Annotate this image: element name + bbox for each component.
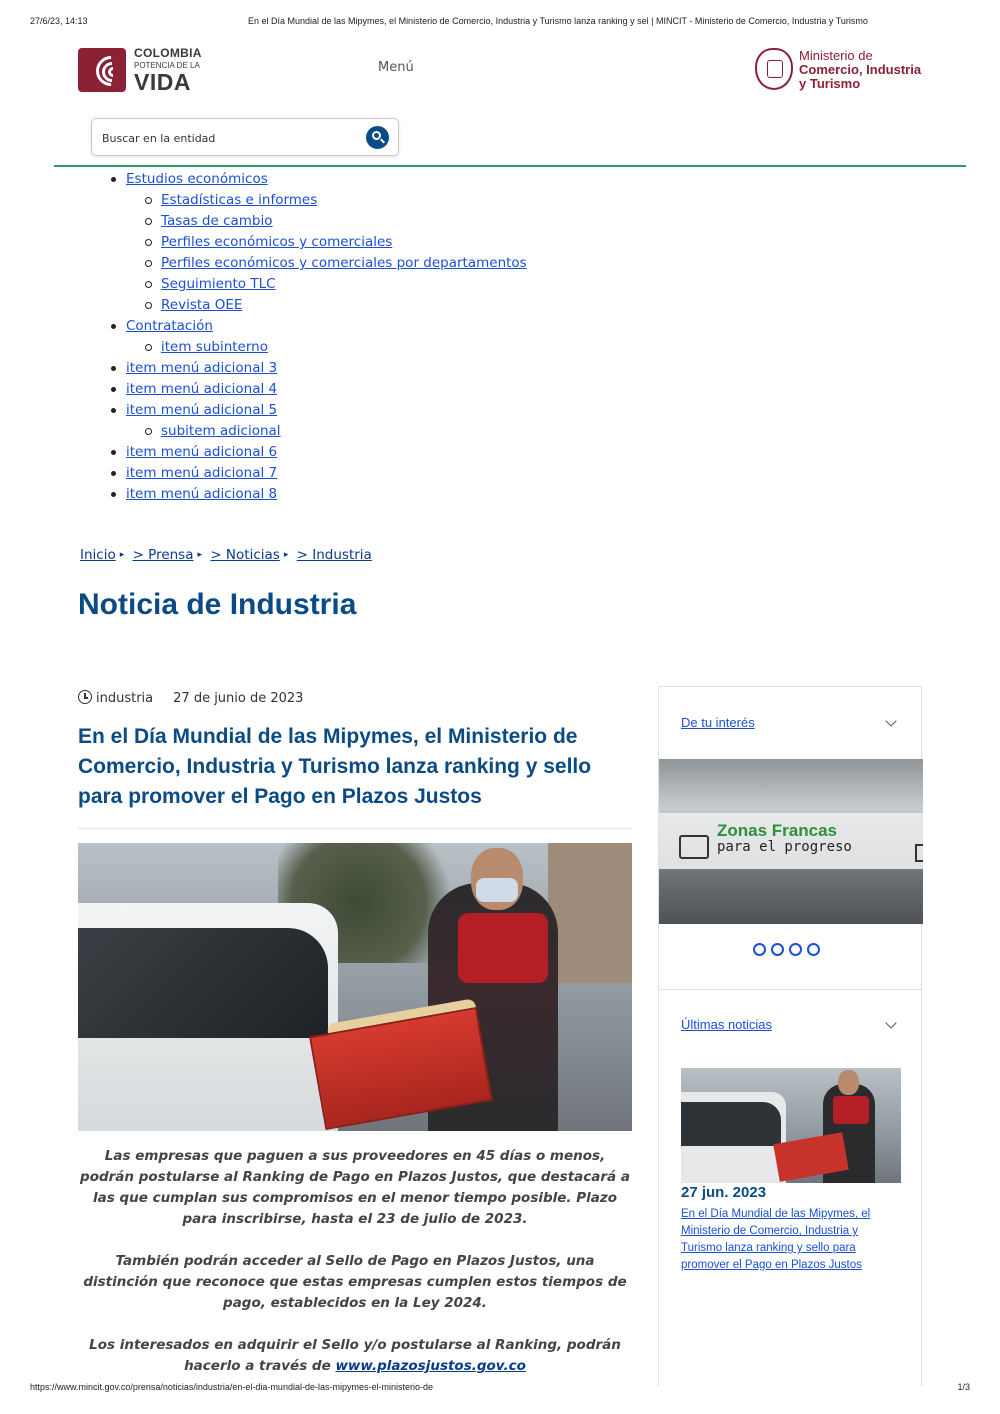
article-lead: [78, 1146, 632, 1398]
banner-title: Zonas Francas: [717, 821, 837, 840]
nav-subitem-perfiles-departamentos[interactable]: Perfiles económicos y comerciales por departamentos: [109, 253, 527, 274]
forklift-icon: [679, 835, 709, 859]
article-hero-image: [78, 843, 632, 1131]
nav-item-adicional-3[interactable]: item menú adicional 3: [109, 358, 527, 379]
lead-paragraph-2: También podrán acceder al Sello de Pago en Plazos Justos, una distinción que reconoce que estas empresas cumplen estos tiempos de pago, establecidos en la Ley 2024.: [83, 1253, 627, 1311]
menu-button[interactable]: Menú: [378, 60, 414, 75]
search-box: [91, 118, 399, 156]
print-page-number: 1/3: [957, 1382, 970, 1392]
nav-item-adicional-4[interactable]: item menú adicional 4: [109, 379, 527, 400]
lead-paragraph-3: Los interesados en adquirir el Sello y/o postularse al Ranking, podrán hacerlo a través de www.plazosjustos.gov.co: [89, 1337, 621, 1374]
nav-item-adicional-7[interactable]: item menú adicional 7: [109, 463, 527, 484]
article-headline: En el Día Mundial de las Mipymes, el Ministerio de Comercio, Industria y Turismo lanza ranking y sello para promover el Pago en Plazos Justos: [78, 725, 592, 808]
nav-item-adicional-6[interactable]: item menú adicional 6: [109, 442, 527, 463]
print-header: [30, 16, 970, 30]
breadcrumb-home[interactable]: Inicio: [80, 547, 116, 563]
colombia-logo-mark-icon: [78, 48, 126, 92]
breadcrumb-noticias[interactable]: > Noticias: [210, 547, 280, 563]
nav-subitem-revista-oee[interactable]: Revista OEE: [109, 295, 527, 316]
carousel-dots: [753, 941, 825, 960]
article-category: industria: [96, 691, 154, 706]
nav-subitem-estadisticas[interactable]: Estadísticas e informes: [109, 190, 527, 211]
breadcrumb-prensa[interactable]: > Prensa: [132, 547, 194, 563]
zonas-francas-banner[interactable]: [659, 759, 923, 924]
chevron-right-icon: ▸: [197, 550, 203, 560]
chevron-down-icon[interactable]: [885, 1017, 896, 1028]
news-title-link[interactable]: En el Día Mundial de las Mipymes, el Ministerio de Comercio, Industria y Turismo lanza ranking y sello para promover el Pago en Plazos Justos: [681, 1208, 871, 1271]
ministerio-logo[interactable]: [755, 48, 925, 92]
nav-item-contratacion[interactable]: Contratación: [109, 316, 527, 337]
coat-of-arms-icon: [755, 48, 793, 90]
print-datetime: 27/6/23, 14:13: [30, 16, 88, 26]
carousel-dot[interactable]: [807, 943, 820, 956]
carousel-dot[interactable]: [753, 943, 766, 956]
accordion-ultimas-noticias[interactable]: Últimas noticias: [681, 1017, 773, 1032]
breadcrumb-industria[interactable]: > Industria: [296, 547, 372, 563]
nav-subitem-subinterno[interactable]: item subinterno: [109, 337, 527, 358]
nav-item-estudios-economicos[interactable]: Estudios económicos: [109, 169, 527, 190]
accordion-de-tu-interes[interactable]: De tu interés: [681, 715, 755, 730]
lead-paragraph-1: Las empresas que paguen a sus proveedores en 45 días o menos, podrán postularse al Ranking de Pago en Plazos Justos, que destacará a las que cumplan sus compromisos en el menor tiempo posible. Plazo para inscribirse, hasta el 23 de julio de 2023.: [80, 1148, 630, 1227]
search-input[interactable]: [102, 129, 352, 147]
clock-icon: [78, 690, 92, 704]
print-footer: [30, 1382, 970, 1396]
nav-item-adicional-5[interactable]: item menú adicional 5: [109, 400, 527, 421]
nav-subitem-adicional[interactable]: subitem adicional: [109, 421, 527, 442]
carousel-dot[interactable]: [789, 943, 802, 956]
header-divider: [54, 165, 966, 167]
logo-text-colombia: COLOMBIA: [134, 46, 202, 60]
print-page-title: En el Día Mundial de las Mipymes, el Ministerio de Comercio, Industria y Turismo lanza ranking y sel | MINCIT - Ministerio de Comercio, Industria y Turismo: [248, 16, 868, 26]
chevron-down-icon[interactable]: [885, 715, 896, 726]
print-url: https://www.mincit.gov.co/prensa/noticias/industria/en-el-dia-mundial-de-las-mipymes-el-ministerio-de: [30, 1382, 433, 1392]
ministerio-line1: Ministerio de: [799, 48, 873, 63]
sidebar-divider: [659, 989, 923, 990]
nav-subitem-seguimiento-tlc[interactable]: Seguimiento TLC: [109, 274, 527, 295]
chevron-right-icon: ▸: [283, 550, 289, 560]
search-button[interactable]: [366, 126, 389, 149]
breadcrumb: [80, 547, 372, 563]
article-date: 27 de junio de 2023: [173, 691, 304, 706]
sidebar: [658, 686, 922, 1386]
logo-text-potencia: POTENCIA DE LA: [134, 61, 200, 70]
news-date: 27 jun. 2023: [681, 1184, 767, 1201]
ministerio-line2: Comercio, Industria: [799, 62, 922, 77]
nav-subitem-perfiles[interactable]: Perfiles económicos y comerciales: [109, 232, 527, 253]
news-thumbnail[interactable]: [681, 1068, 901, 1183]
article-meta: [78, 688, 303, 706]
carousel-dot[interactable]: [771, 943, 784, 956]
colombia-logo[interactable]: [78, 46, 208, 94]
nav-subitem-tasas-cambio[interactable]: Tasas de cambio: [109, 211, 527, 232]
page-title: Noticia de Industria: [78, 588, 357, 621]
nav-item-adicional-8[interactable]: item menú adicional 8: [109, 484, 527, 505]
logo-text-vida: VIDA: [134, 69, 191, 95]
chevron-right-icon: ▸: [119, 550, 125, 560]
plazos-justos-link[interactable]: www.plazosjustos.gov.co: [335, 1358, 526, 1374]
ministerio-line3: y Turismo: [799, 76, 861, 91]
headline-divider: [78, 828, 632, 829]
banner-subtitle: para el progreso: [717, 839, 852, 855]
nav-menu-list: [109, 169, 527, 505]
